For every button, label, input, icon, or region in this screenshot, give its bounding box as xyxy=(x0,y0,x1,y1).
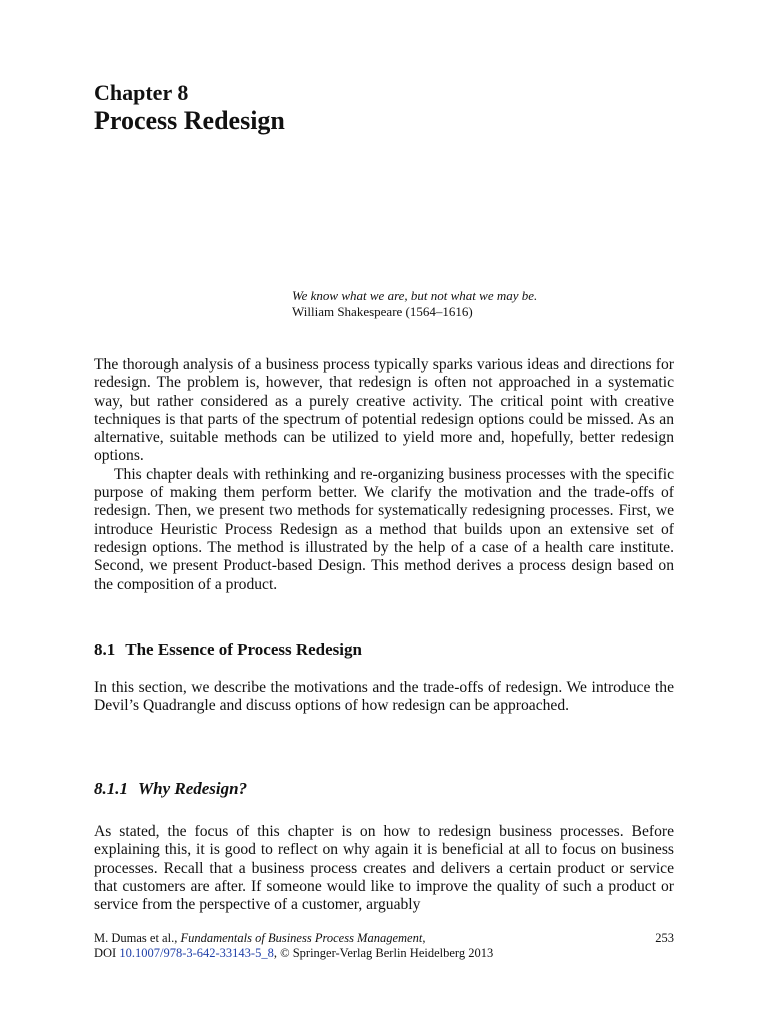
section-paragraph: In this section, we describe the motivations and the trade-offs of redesign. We introduce the Devil’s Quadrangle and discuss options of how redesign can be approached. xyxy=(94,679,674,715)
footer-copyright: , © Springer-Verlag Berlin Heidelberg 2013 xyxy=(273,946,494,960)
footer-doi-prefix: DOI xyxy=(94,946,120,960)
section-title: The Essence of Process Redesign xyxy=(125,640,362,659)
subsection-paragraph: As stated, the focus of this chapter is on how to redesign business processes. Before explaining this, it is good to reflect on why again it is beneficial at all to focus on business processes. Recall that a business process creates and delivers a certain product or service that customers are after. If someone would like to improve the quality of such a product or service from the perspective of a customer, arguably xyxy=(94,823,674,914)
section-heading xyxy=(94,640,362,660)
subsection-heading xyxy=(94,779,247,799)
subsection-text xyxy=(94,823,674,914)
page-footer xyxy=(94,931,674,961)
subsection-number: 8.1.1 xyxy=(94,779,128,798)
subsection-title: Why Redesign? xyxy=(138,779,248,798)
footer-book-title: Fundamentals of Business Process Management xyxy=(180,931,423,945)
chapter-number: Chapter 8 xyxy=(94,80,189,105)
chapter-title: Process Redesign xyxy=(94,106,285,135)
section-number: 8.1 xyxy=(94,640,116,659)
epigraph-attribution: William Shakespeare (1564–1616) xyxy=(292,304,473,319)
epigraph xyxy=(292,288,537,320)
page-number: 253 xyxy=(655,931,674,945)
footer-authors: M. Dumas et al., xyxy=(94,931,181,945)
epigraph-quote: We know what we are, but not what we may be. xyxy=(292,288,538,303)
section-text xyxy=(94,679,674,716)
intro-text xyxy=(94,356,674,594)
intro-paragraph-2: This chapter deals with rethinking and re-organizing business processes with the specific purpose of making them perform better. We clarify the motivation and the trade-offs of redesign. Then, we present two methods for systematically redesigning processes. First, we introduce Heuristic Process Redesign as a method that builds upon an extensive set of redesign options. The method is illustrated by the help of a case of a health care institute. Second, we present Product-based Design. This method derives a process design based on the composition of a product. xyxy=(94,465,674,593)
intro-paragraph-1: The thorough analysis of a business process typically sparks various ideas and directions for redesign. The problem is, however, that redesign is often not approached in a systematic way, but rather considered as a purely creative activity. The critical point with creative techniques is that parts of the spectrum of potential redesign options could be missed. As an alternative, suitable methods can be utilized to yield more and, hopefully, better redesign options. xyxy=(94,356,674,465)
footer-comma: , xyxy=(422,931,426,945)
doi-link[interactable]: 10.1007/978-3-642-33143-5_8 xyxy=(119,946,274,960)
citation xyxy=(94,931,425,946)
